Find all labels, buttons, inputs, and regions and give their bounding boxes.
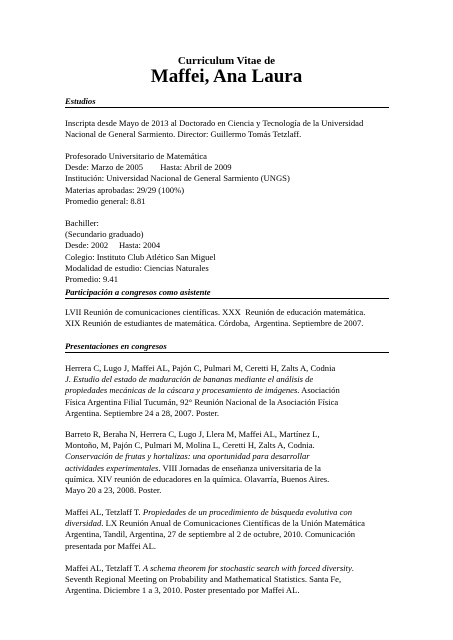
text-line: Montoño, M, Pajón C, Pulmari M, Molina L, Ceretti H, Zalts A, Codnia. — [65, 440, 315, 451]
text-line — [65, 563, 395, 574]
italic-title: J. Estudio del estado de maduración de bananas mediante el análisis de — [65, 374, 314, 385]
italic-title: Conservación de frutas y hortalizas: una oportunidad para desarrollar — [65, 451, 310, 462]
text-fragment: Maffei AL, Tetzlaff T. — [65, 507, 143, 517]
text-line — [65, 518, 395, 529]
text-line: Barreto R, Beraha N, Herrera C, Lugo J, Llera M, Maffei AL, Martínez L, — [65, 429, 320, 439]
italic-title: Propiedades de un procedimiento de búsqueda evolutiva con — [142, 507, 352, 517]
text-line: Desde: Marzo de 2005 Hasta: Abril de 2009 — [65, 162, 232, 173]
text-line: Profesorado Universitario de Matemática — [65, 151, 207, 161]
text-line: Colegio: Instituto Club Atlético San Miguel — [65, 251, 216, 262]
cv-person-name: Maffei, Ana Laura — [150, 66, 303, 87]
text-line: presentada por Maffei AL. — [65, 540, 156, 551]
profesorado-paragraph — [65, 151, 395, 207]
text-line — [65, 385, 395, 396]
text-line: Modalidad de estudio: Ciencias Naturales — [65, 262, 209, 273]
text-line: Argentina. Diciembre 1 a 3, 2010. Poster presentado por Maffei AL. — [65, 585, 300, 596]
text-fragment: . — [351, 563, 354, 573]
text-line: Argentina, Tandil, Argentina, 27 de septiembre al 2 de octubre, 2010. Comunicación — [65, 529, 356, 540]
text-line: XIX Reunión de estudiantes de matemática. Córdoba, Argentina. Septiembre de 2007. — [65, 318, 364, 329]
bachiller-paragraph — [65, 218, 395, 285]
text-line: LVII Reunión de comunicaciones científicas. XXX Reunión de educación matemática. — [65, 307, 366, 317]
text-line — [65, 374, 395, 385]
text-line: (Secundario graduado) — [65, 229, 144, 240]
text-line: Bachiller: — [65, 218, 99, 228]
congresos-asistente-paragraph — [65, 307, 395, 329]
section-heading-congresos-asistente: Participación a congresos como asistente — [65, 287, 389, 299]
italic-title: propiedades mecánicas de la cáscara y procesamiento de imágenes — [65, 385, 298, 396]
cv-subtitle: Curriculum Vitae de — [177, 55, 276, 67]
presentation-entry-4 — [65, 563, 395, 597]
text-line: Argentina. Septiembre 24 a 28, 2007. Poster. — [65, 407, 220, 418]
presentation-entry-1 — [65, 363, 395, 419]
section-heading-estudios: Estudios — [65, 96, 389, 108]
text-line: Herrera C, Lugo J, Maffei AL, Pajón C, Pulmari M, Ceretti H, Zalts A, Codnia — [65, 363, 336, 373]
doctorado-paragraph — [65, 118, 395, 140]
italic-title: diversidad — [65, 518, 102, 529]
presentation-entry-2 — [65, 429, 395, 496]
text-line: Promedio: 9.41 — [65, 274, 118, 285]
presentation-entry-3 — [65, 507, 395, 552]
italic-title: A schema theorem for stochastic search with forced diversity — [142, 563, 352, 573]
text-line: Inscripta desde Mayo de 2013 al Doctorado en Ciencia y Tecnología de la Universidad — [65, 118, 364, 128]
text-line: química. XIV reunión de educadores en la química. Olavarría, Buenos Aires. — [65, 473, 330, 484]
italic-title: actividades experimentales — [65, 462, 159, 473]
text-line: Nacional de General Sarmiento. Director: Guillermo Tomás Tetzlaff. — [65, 129, 302, 140]
text-line: Institución: Universidad Nacional de General Sarmiento (UNGS) — [65, 173, 290, 184]
text-line: Materias aprobadas: 29/29 (100%) — [65, 184, 185, 195]
text-line: Mayo 20 a 23, 2008. Poster. — [65, 485, 162, 496]
text-line: Seventh Regional Meeting on Probability and Mathematical Statistics. Santa Fe, — [65, 574, 342, 585]
text-line: Física Argentina Filial Tucumán, 92° Reunión Nacional de la Asociación Física — [65, 396, 339, 407]
text-fragment: . LX Reunión Anual de Comunicaciones Científicas de la Unión Matemática — [101, 518, 365, 529]
text-line: Promedio general: 8.81 — [65, 195, 146, 206]
text-line — [65, 463, 395, 474]
text-line: Desde: 2002 Hasta: 2004 — [65, 240, 161, 251]
text-fragment: . VIII Jornadas de enseñanza universitaria de la — [158, 462, 321, 473]
text-line — [65, 451, 395, 462]
text-line — [65, 507, 395, 518]
text-fragment: . Asociación — [297, 385, 340, 396]
section-heading-presentaciones: Presentaciones en congresos — [65, 341, 389, 353]
text-fragment: Maffei AL, Tetzlaff T. — [65, 563, 143, 573]
